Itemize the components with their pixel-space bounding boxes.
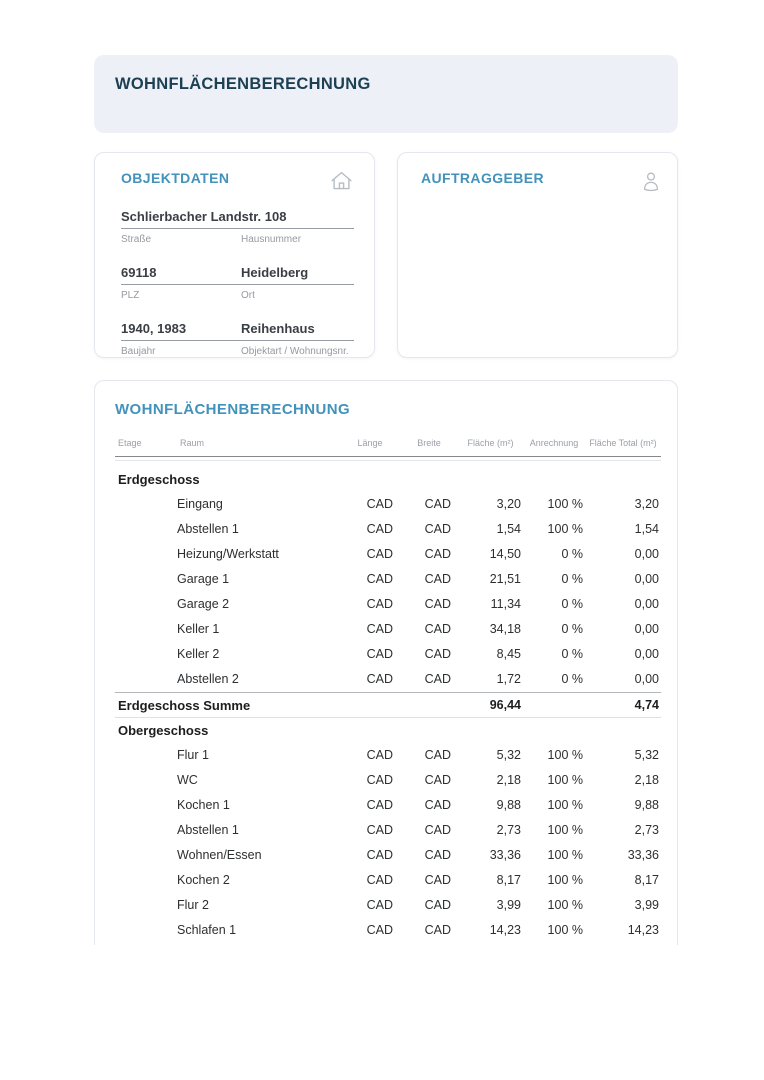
field-divider: [121, 340, 354, 341]
flaeche-total-cell: 9,88: [634, 798, 659, 812]
breite-cell: CAD: [424, 497, 451, 511]
section-header-row: [115, 718, 661, 743]
table-row: [115, 592, 661, 617]
breite-cell: CAD: [424, 647, 451, 661]
col-laenge: Länge: [357, 438, 383, 448]
breite-cell: CAD: [424, 622, 451, 636]
flaeche-total-cell: 0,00: [634, 647, 659, 661]
laenge-cell: CAD: [366, 672, 393, 686]
field-divider: [121, 284, 354, 285]
laenge-cell: CAD: [366, 773, 393, 787]
anrechnung-cell: 100 %: [547, 748, 583, 762]
col-breite: Breite: [417, 438, 441, 448]
info-cards-row: [94, 152, 678, 358]
raum-cell: Abstellen 1: [177, 823, 239, 837]
breite-cell: CAD: [424, 898, 451, 912]
flaeche-total-cell: 0,00: [634, 572, 659, 586]
table-row: [115, 793, 661, 818]
flaeche-total-cell: 3,99: [634, 898, 659, 912]
flaeche-total-cell: 33,36: [627, 848, 659, 862]
flaeche-cell: 1,72: [496, 672, 521, 686]
col-raum: Raum: [180, 438, 205, 448]
strasse-value: Schlierbacher Landstr. 108: [121, 209, 287, 224]
flaeche-cell: 2,18: [496, 773, 521, 787]
flaeche-total-cell: 3,20: [634, 497, 659, 511]
anrechnung-cell: 0 %: [561, 597, 583, 611]
flaeche-cell: 3,99: [496, 898, 521, 912]
laenge-cell: CAD: [366, 497, 393, 511]
breite-cell: CAD: [424, 597, 451, 611]
table-row: [115, 517, 661, 542]
laenge-cell: CAD: [366, 597, 393, 611]
page-title: WOHNFLÄCHENBERECHNUNG: [115, 75, 371, 93]
breite-cell: CAD: [424, 823, 451, 837]
breite-cell: CAD: [424, 522, 451, 536]
flaeche-cell: 33,36: [489, 848, 521, 862]
flaeche-cell: 9,88: [496, 798, 521, 812]
plz-value: 69118: [121, 265, 157, 280]
breite-cell: CAD: [424, 873, 451, 887]
flaeche-total-cell: 5,32: [634, 748, 659, 762]
sum-row: [115, 692, 661, 718]
laenge-cell: CAD: [366, 622, 393, 636]
flaeche-cell: 14,23: [489, 923, 521, 937]
baujahr-label: Baujahr: [121, 346, 156, 357]
laenge-cell: CAD: [366, 572, 393, 586]
raum-cell: Abstellen 2: [177, 672, 239, 686]
laenge-cell: CAD: [366, 923, 393, 937]
objektart-label: Objektart / Wohnungsnr.: [241, 346, 349, 357]
anrechnung-cell: 100 %: [547, 873, 583, 887]
objektdaten-card-head: [121, 169, 354, 193]
anrechnung-cell: 100 %: [547, 497, 583, 511]
field-baujahr-objektart: [121, 322, 354, 357]
field-plz-ort: [121, 266, 354, 301]
flaeche-cell: 14,50: [489, 547, 521, 561]
flaeche-total-cell: 0,00: [634, 547, 659, 561]
breite-cell: CAD: [424, 748, 451, 762]
laenge-cell: CAD: [366, 522, 393, 536]
strasse-label: Straße: [121, 234, 152, 245]
sum-flaeche-cell: 96,44: [489, 697, 521, 712]
anrechnung-cell: 100 %: [547, 923, 583, 937]
sum-flaeche-total-cell: 4,74: [634, 697, 659, 712]
laenge-cell: CAD: [366, 873, 393, 887]
ort-value: Heidelberg: [241, 265, 309, 280]
anrechnung-cell: 0 %: [561, 622, 583, 636]
table-row: [115, 768, 661, 793]
raum-cell: Garage 1: [177, 572, 230, 586]
baujahr-value: 1940, 1983: [121, 321, 187, 336]
anrechnung-cell: 0 %: [561, 672, 583, 686]
anrechnung-cell: 100 %: [547, 798, 583, 812]
field-strasse-hausnummer: [121, 210, 354, 245]
col-flaeche: Fläche (m²): [467, 438, 514, 448]
flaeche-cell: 2,73: [496, 823, 521, 837]
flaeche-cell: 21,51: [489, 572, 521, 586]
ort-label: Ort: [241, 290, 255, 301]
person-icon: [639, 169, 663, 195]
flaeche-cell: 5,32: [496, 748, 521, 762]
table-row: [115, 743, 661, 768]
flaeche-total-cell: 0,00: [634, 597, 659, 611]
auftraggeber-card-head: [421, 169, 663, 195]
col-flaeche-total: Fläche Total (m²): [589, 438, 657, 448]
table-row: [115, 617, 661, 642]
raum-cell: Abstellen 1: [177, 522, 239, 536]
laenge-cell: CAD: [366, 547, 393, 561]
flaeche-cell: 8,17: [496, 873, 521, 887]
anrechnung-cell: 0 %: [561, 572, 583, 586]
home-icon: [329, 169, 354, 193]
breite-cell: CAD: [424, 798, 451, 812]
flaeche-cell: 34,18: [489, 622, 521, 636]
raum-cell: Kochen 2: [177, 873, 230, 887]
flaeche-cell: 8,45: [496, 647, 521, 661]
table-row: [115, 492, 661, 517]
raum-cell: Heizung/Werkstatt: [177, 547, 279, 561]
raum-cell: Eingang: [177, 497, 223, 511]
raum-cell: WC: [177, 773, 198, 787]
flaeche-total-cell: 2,18: [634, 773, 659, 787]
section-name: Obergeschoss: [118, 723, 209, 738]
table-row: [115, 843, 661, 868]
flaeche-cell: 1,54: [496, 522, 521, 536]
field-divider: [121, 228, 354, 229]
table-row: [115, 818, 661, 843]
anrechnung-cell: 100 %: [547, 522, 583, 536]
breite-cell: CAD: [424, 547, 451, 561]
table-row: [115, 542, 661, 567]
table-body: [115, 467, 661, 943]
raum-cell: Flur 2: [177, 898, 209, 912]
breite-cell: CAD: [424, 848, 451, 862]
flaeche-cell: 3,20: [496, 497, 521, 511]
auftraggeber-title: AUFTRAGGEBER: [421, 170, 545, 186]
col-anrechnung: Anrechnung: [529, 438, 579, 448]
laenge-cell: CAD: [366, 798, 393, 812]
raum-cell: Flur 1: [177, 748, 209, 762]
flaeche-total-cell: 2,73: [634, 823, 659, 837]
anrechnung-cell: 0 %: [561, 647, 583, 661]
flaeche-total-cell: 1,54: [634, 522, 659, 536]
flaeche-total-cell: 0,00: [634, 672, 659, 686]
raum-cell: Keller 1: [177, 622, 220, 636]
table-row: [115, 642, 661, 667]
raum-cell: Kochen 1: [177, 798, 230, 812]
laenge-cell: CAD: [366, 647, 393, 661]
table-header-row: [115, 438, 661, 457]
table-row: [115, 868, 661, 893]
flaeche-total-cell: 14,23: [627, 923, 659, 937]
table-row: [115, 918, 661, 943]
wohnflaechen-table-card: [94, 380, 678, 945]
laenge-cell: CAD: [366, 823, 393, 837]
col-etage: Etage: [118, 438, 142, 448]
table-row: [115, 567, 661, 592]
objektart-value: Reihenhaus: [241, 321, 315, 336]
raum-cell: Schlafen 1: [177, 923, 237, 937]
objektdaten-card: [94, 152, 375, 358]
anrechnung-cell: 100 %: [547, 898, 583, 912]
breite-cell: CAD: [424, 672, 451, 686]
breite-cell: CAD: [424, 572, 451, 586]
flaeche-total-cell: 0,00: [634, 622, 659, 636]
anrechnung-cell: 100 %: [547, 848, 583, 862]
anrechnung-cell: 100 %: [547, 773, 583, 787]
section-name: Erdgeschoss: [118, 472, 200, 487]
sum-label: Erdgeschoss Summe: [118, 697, 251, 713]
laenge-cell: CAD: [366, 848, 393, 862]
auftraggeber-card: [397, 152, 678, 358]
table-row: [115, 893, 661, 918]
objektdaten-title: OBJEKTDATEN: [121, 170, 230, 186]
breite-cell: CAD: [424, 923, 451, 937]
laenge-cell: CAD: [366, 898, 393, 912]
flaeche-total-cell: 8,17: [634, 873, 659, 887]
raum-cell: Wohnen/Essen: [177, 848, 262, 862]
page-title-card: [94, 55, 678, 133]
table-row: [115, 667, 661, 692]
breite-cell: CAD: [424, 773, 451, 787]
raum-cell: Keller 2: [177, 647, 220, 661]
raum-cell: Garage 2: [177, 597, 230, 611]
table-clip-region: [94, 380, 678, 945]
anrechnung-cell: 100 %: [547, 823, 583, 837]
flaeche-cell: 11,34: [490, 597, 521, 611]
laenge-cell: CAD: [366, 748, 393, 762]
anrechnung-cell: 0 %: [561, 547, 583, 561]
hausnummer-label: Hausnummer: [241, 234, 302, 245]
plz-label: PLZ: [121, 290, 140, 301]
section-header-row: [115, 467, 661, 492]
table-title: WOHNFLÄCHENBERECHNUNG: [115, 401, 351, 418]
